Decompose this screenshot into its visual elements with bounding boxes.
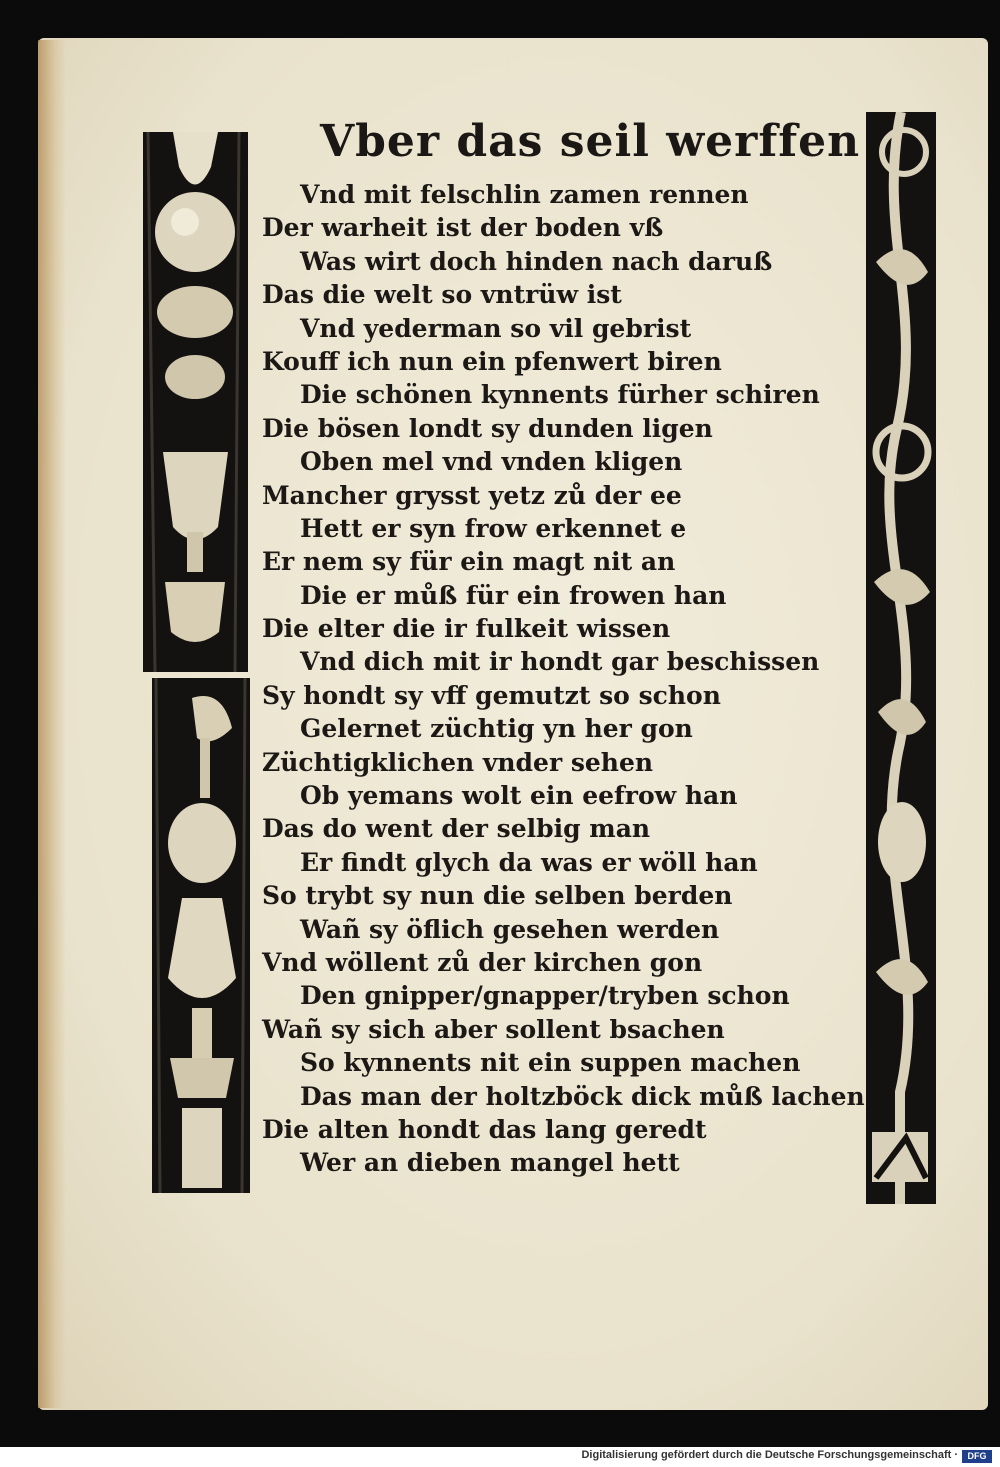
- verse-line: Der warheit ist der boden vß: [262, 213, 664, 243]
- verse-line: Er nem sy für ein magt nit an: [262, 547, 676, 577]
- woodcut-border-right: [866, 112, 936, 1204]
- page-heading: Vber das seil werffen: [320, 116, 861, 167]
- verse-line: Die er můß für ein frowen han: [300, 580, 727, 610]
- verse-line: Vnd yederman so vil gebrist: [300, 313, 692, 343]
- verse-line: Oben mel vnd vnden kligen: [300, 447, 683, 477]
- verse-line: Den gnipper/gnapper/tryben schon: [300, 981, 790, 1011]
- verse-text: [262, 178, 865, 1180]
- verse-line: Vnd dich mit ir hondt gar beschissen: [300, 647, 820, 677]
- verse-line: Vnd mit felschlin zamen rennen: [300, 180, 749, 209]
- verse-line: Das do went der selbig man: [262, 814, 651, 844]
- page-gutter-shadow: [38, 40, 66, 1408]
- woodcut-border-left-upper: [143, 132, 248, 672]
- verse-line: Wañ sy öflich gesehen werden: [300, 914, 720, 944]
- verse-line: Die schönen kynnents fürher schiren: [300, 380, 820, 410]
- verse-line: Was wirt doch hinden nach daruß: [300, 246, 773, 276]
- verse-line: Das die welt so vntrüw ist: [262, 280, 622, 310]
- verse-line: Vnd wöllent zů der kirchen gon: [262, 947, 703, 977]
- verse-line: Sy hondt sy vff gemutzt so schon: [262, 680, 721, 710]
- verse-line: Das man der holtzböck dick můß lachen: [300, 1081, 865, 1111]
- verse-line: Ob yemans wolt ein eefrow han: [300, 781, 738, 811]
- verse-line: Mancher grysst yetz zů der ee: [262, 480, 682, 510]
- verse-line: Kouff ich nun ein pfenwert biren: [262, 346, 722, 376]
- verse-line: Gelernet züchtig yn her gon: [300, 714, 693, 744]
- verse-line: Wer an dieben mangel hett: [300, 1148, 680, 1178]
- verse-line: Wañ sy sich aber sollent bsachen: [262, 1014, 725, 1044]
- verse-line: So trybt sy nun die selben berden: [262, 881, 733, 911]
- verse-line: Er findt glych da was er wöll han: [300, 847, 758, 877]
- verse-line: Hett er syn frow erkennet e: [300, 513, 687, 543]
- dfg-logo: DFG: [962, 1450, 992, 1463]
- verse-line: Die elter die ir fulkeit wissen: [262, 614, 671, 644]
- verse-line: So kynnents nit ein suppen machen: [300, 1048, 801, 1078]
- woodcut-border-left-lower: [152, 678, 250, 1193]
- verse-line: Züchtigklichen vnder sehen: [262, 747, 654, 777]
- footer-bar: [0, 1447, 1000, 1467]
- verse-line: Die alten hondt das lang geredt: [262, 1114, 707, 1144]
- verse-line: Die bösen londt sy dunden ligen: [262, 413, 713, 443]
- funding-credit: Digitalisierung gefördert durch die Deutsche Forschungsgemeinschaft ·: [581, 1449, 958, 1461]
